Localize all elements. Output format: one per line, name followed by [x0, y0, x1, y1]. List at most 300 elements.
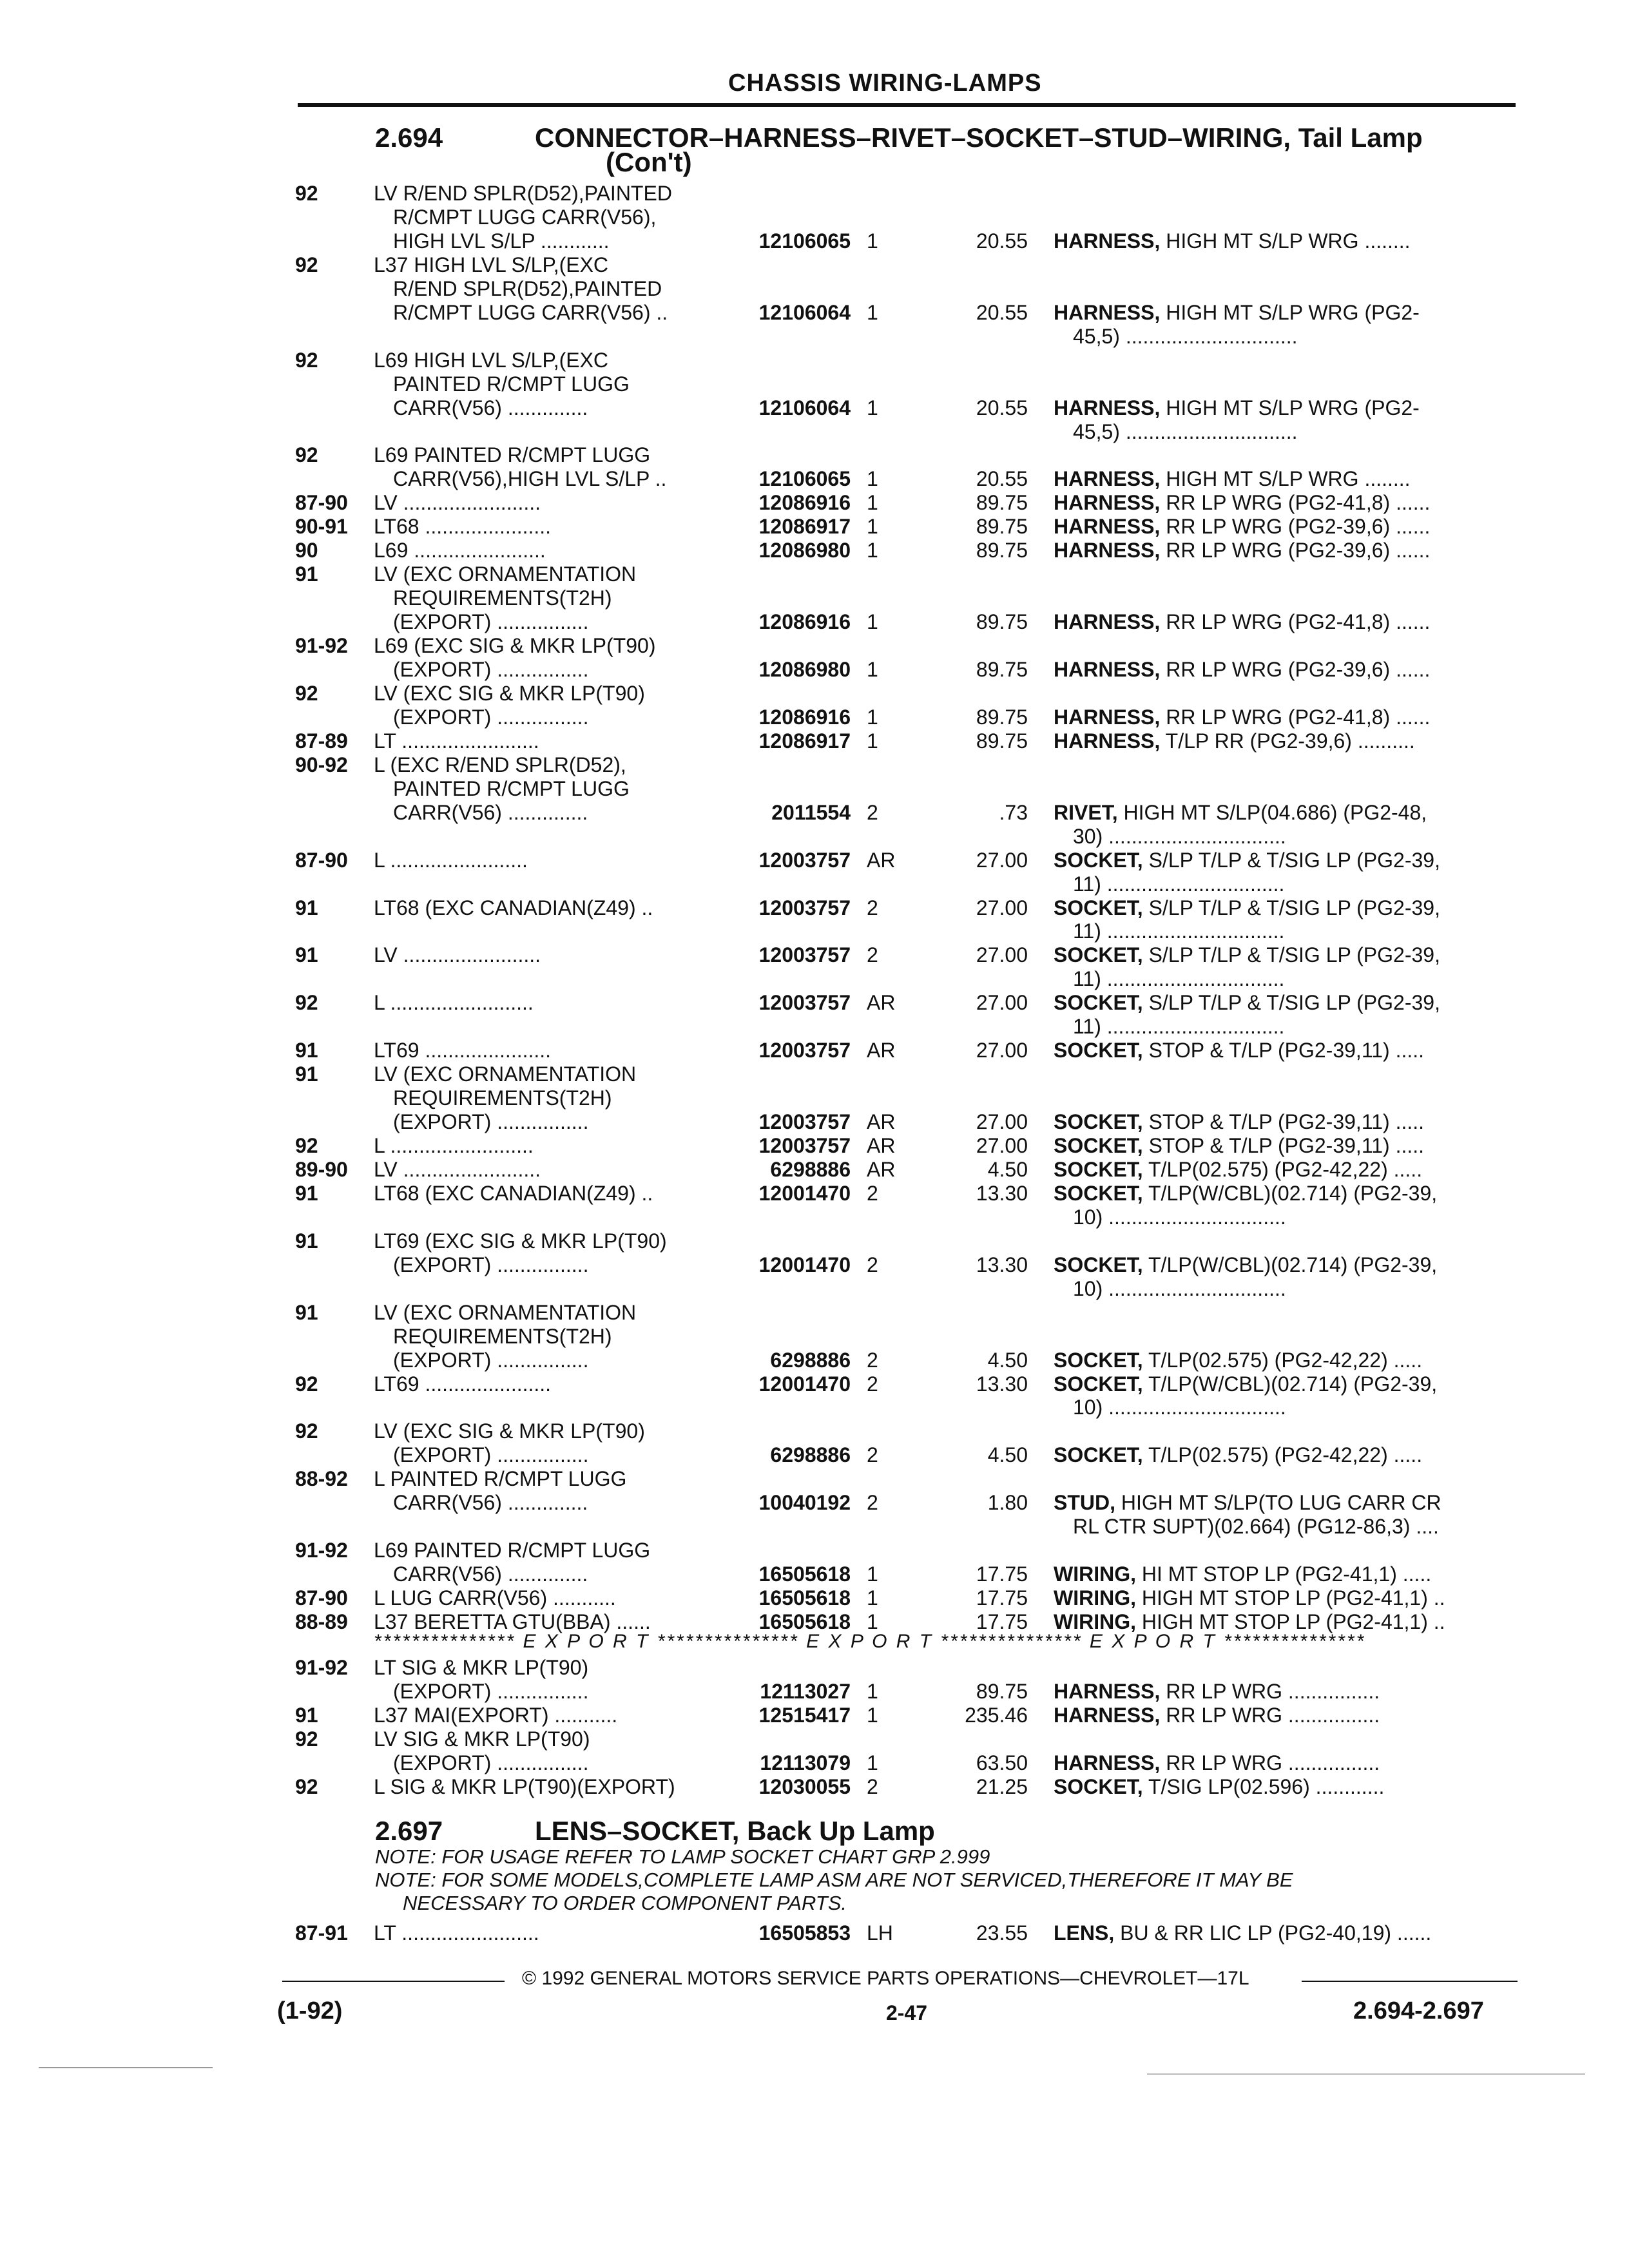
part-name-keyword: WIRING,: [1054, 1610, 1136, 1633]
table-row: [0, 515, 1629, 539]
usage-description: L .........................: [374, 1134, 534, 1157]
price: 23.55: [976, 1921, 1028, 1945]
usage-description: REQUIREMENTS(T2H): [393, 1086, 612, 1110]
part-number: 6298886: [770, 1443, 851, 1467]
price: 27.00: [976, 896, 1028, 919]
part-name: [1073, 1015, 1518, 1039]
part-number: 12001470: [758, 1372, 851, 1396]
usage-description: L LUG CARR(V56) ...........: [374, 1586, 616, 1610]
usage-description: L69 PAINTED R/CMPT LUGG: [374, 443, 651, 467]
usage-description: R/CMPT LUGG CARR(V56),: [393, 205, 657, 229]
price: 4.50: [987, 1348, 1028, 1372]
part-name-detail: RR LP WRG (PG2-39,6) ......: [1160, 515, 1431, 539]
part-name-detail: 11) ...............................: [1073, 872, 1285, 896]
table-row: [0, 562, 1629, 586]
model-year: 88-89: [295, 1610, 348, 1633]
table-row: [0, 1491, 1629, 1515]
model-year: 90: [295, 539, 318, 562]
part-name: [1054, 896, 1518, 920]
note-service-cont: NECESSARY TO ORDER COMPONENT PARTS.: [403, 1892, 847, 1914]
usage-description: L69 .......................: [374, 539, 546, 562]
usage-description: LV ........................: [374, 1157, 541, 1181]
part-name: [1054, 1182, 1518, 1206]
table-row: [0, 1372, 1629, 1396]
part-number: 12106064: [758, 396, 851, 419]
table-row: [0, 1562, 1629, 1586]
quantity: 1: [867, 1586, 878, 1610]
part-number: 12086916: [758, 610, 851, 634]
usage-description: L ........................: [374, 848, 528, 872]
part-name: [1054, 1349, 1518, 1372]
footer-rule-right: [1302, 1981, 1518, 1982]
part-name-detail: 10) ...............................: [1073, 1396, 1286, 1419]
table-row: [0, 253, 1629, 277]
quantity: AR: [867, 991, 896, 1015]
part-name-detail: T/LP(W/CBL)(02.714) (PG2-39,: [1142, 1181, 1438, 1205]
model-year: 91: [295, 896, 318, 919]
usage-description: (EXPORT) ................: [393, 1348, 589, 1372]
part-name-keyword: SOCKET,: [1054, 1134, 1143, 1157]
part-name-detail: S/LP T/LP & T/SIG LP (PG2-39,: [1142, 991, 1440, 1015]
part-name-keyword: SOCKET,: [1054, 896, 1143, 919]
part-name: [1054, 229, 1518, 253]
part-name-detail: T/LP(W/CBL)(02.714) (PG2-39,: [1142, 1253, 1438, 1276]
part-name: [1054, 801, 1518, 825]
usage-description: L69 (EXC SIG & MKR LP(T90): [374, 634, 656, 658]
part-name-keyword: SOCKET,: [1054, 848, 1143, 872]
usage-description: (EXPORT) ................: [393, 705, 589, 729]
quantity: 1: [867, 1751, 878, 1774]
part-name-detail: STOP & T/LP (PG2-39,11) .....: [1142, 1039, 1425, 1062]
part-name: [1054, 491, 1518, 515]
part-number: 12001470: [758, 1181, 851, 1205]
part-number: 12106064: [758, 300, 851, 324]
quantity: 2: [867, 1181, 878, 1205]
part-name: [1054, 539, 1518, 562]
price: 89.75: [976, 705, 1028, 729]
model-year: 88-92: [295, 1467, 348, 1491]
table-row: [0, 1206, 1629, 1229]
part-name-detail: STOP & T/LP (PG2-39,11) .....: [1142, 1110, 1425, 1134]
part-name: [1073, 1206, 1518, 1229]
price: 63.50: [976, 1751, 1028, 1774]
usage-description: CARR(V56) ..............: [393, 800, 588, 824]
table-row: [0, 1656, 1629, 1680]
price: 27.00: [976, 1134, 1028, 1157]
table-row: [0, 1680, 1629, 1704]
model-year: 92: [295, 681, 318, 705]
table-row: [0, 1751, 1629, 1775]
usage-description: LV (EXC SIG & MKR LP(T90): [374, 1419, 645, 1443]
model-year: 91: [295, 1039, 318, 1062]
price: 27.00: [976, 991, 1028, 1015]
model-year: 92: [295, 1134, 318, 1157]
table-row: [0, 1419, 1629, 1443]
model-year: 91: [295, 1704, 318, 1727]
part-number: 12003757: [758, 943, 851, 967]
quantity: 1: [867, 467, 878, 491]
table-row: [0, 1539, 1629, 1562]
part-name-keyword: HARNESS,: [1054, 515, 1161, 539]
part-name: [1054, 1921, 1518, 1945]
part-name: [1073, 872, 1518, 896]
part-name-keyword: HARNESS,: [1054, 396, 1161, 419]
part-name-keyword: SOCKET,: [1054, 1039, 1143, 1062]
part-name-detail: 30) ...............................: [1073, 824, 1286, 848]
table-row: [0, 182, 1629, 206]
usage-description: L .........................: [374, 991, 534, 1015]
table-row: [0, 491, 1629, 515]
table-row: [0, 610, 1629, 634]
usage-description: LT68 ......................: [374, 515, 552, 539]
quantity: 2: [867, 943, 878, 967]
scan-artifact-right: [1147, 2073, 1585, 2075]
price: 4.50: [987, 1157, 1028, 1181]
quantity: 1: [867, 1562, 878, 1586]
part-name-detail: HIGH MT S/LP WRG ........: [1160, 467, 1411, 491]
part-name-detail: RR LP WRG ................: [1160, 1680, 1380, 1703]
part-number: 12086916: [758, 705, 851, 729]
part-name-detail: 11) ...............................: [1073, 1015, 1285, 1039]
part-name-detail: HIGH MT S/LP WRG (PG2-: [1160, 396, 1420, 419]
table-row: [0, 1349, 1629, 1372]
quantity: 1: [867, 229, 878, 253]
part-name-keyword: STUD,: [1054, 1491, 1115, 1515]
part-name-detail: RL CTR SUPT)(02.664) (PG12-86,3) ....: [1073, 1515, 1439, 1539]
part-name: [1054, 1110, 1518, 1134]
part-name: [1054, 301, 1518, 325]
table-row: [0, 1229, 1629, 1253]
table-row: [0, 967, 1629, 991]
part-name: [1054, 1443, 1518, 1467]
table-row: [0, 1182, 1629, 1206]
section-title: CONNECTOR–HARNESS–RIVET–SOCKET–STUD–WIRING, Tail Lamp: [535, 122, 1423, 153]
part-number: 12086980: [758, 658, 851, 681]
revision-date: (1-92): [277, 1997, 343, 2024]
part-name-detail: 11) ...............................: [1073, 967, 1285, 991]
quantity: 1: [867, 515, 878, 539]
usage-description: (EXPORT) ................: [393, 1443, 589, 1467]
quantity: 1: [867, 658, 878, 681]
usage-description: (EXPORT) ................: [393, 1253, 589, 1276]
part-name-keyword: SOCKET,: [1054, 1443, 1143, 1467]
usage-description: CARR(V56) ..............: [393, 396, 588, 419]
table-row: [0, 443, 1629, 467]
price: 89.75: [976, 515, 1028, 539]
section-continued: (Con't): [606, 147, 692, 177]
table-row: [0, 777, 1629, 801]
footer-rule-left: [282, 1981, 505, 1982]
part-name-keyword: WIRING,: [1054, 1562, 1136, 1586]
price: 20.55: [976, 229, 1028, 253]
quantity: 2: [867, 1775, 878, 1798]
usage-description: L PAINTED R/CMPT LUGG: [374, 1467, 627, 1491]
part-name-detail: RR LP WRG ................: [1160, 1704, 1380, 1727]
part-name-detail: HIGH MT S/LP WRG (PG2-: [1160, 300, 1420, 324]
part-number: 16505853: [758, 1921, 851, 1945]
part-name-detail: 11) ...............................: [1073, 919, 1285, 943]
part-name-keyword: HARNESS,: [1054, 229, 1161, 253]
price: 89.75: [976, 539, 1028, 562]
part-name: [1073, 1396, 1518, 1419]
part-name-detail: T/LP(02.575) (PG2-42,22) .....: [1142, 1443, 1423, 1467]
price: 235.46: [965, 1704, 1028, 1727]
table-row: [0, 658, 1629, 682]
part-name-keyword: HARNESS,: [1054, 539, 1161, 562]
part-name-keyword: HARNESS,: [1054, 705, 1161, 729]
table-row: [0, 372, 1629, 396]
part-name-detail: BU & RR LIC LP (PG2-40,19) ......: [1114, 1921, 1432, 1945]
part-name: [1054, 943, 1518, 967]
table-row: [0, 1396, 1629, 1419]
part-number: 2011554: [771, 800, 851, 824]
table-row: [0, 753, 1629, 777]
part-number: 6298886: [770, 1348, 851, 1372]
usage-description: (EXPORT) ................: [393, 1751, 589, 1774]
usage-description: R/END SPLR(D52),PAINTED: [393, 276, 662, 300]
part-number: 12003757: [758, 1110, 851, 1134]
usage-description: L69 HIGH LVL S/LP,(EXC: [374, 348, 609, 372]
price: 13.30: [976, 1372, 1028, 1396]
part-name-detail: 45,5) ..............................: [1073, 324, 1298, 348]
note-usage: NOTE: FOR USAGE REFER TO LAMP SOCKET CHART GRP 2.999: [375, 1845, 990, 1868]
usage-description: (EXPORT) ................: [393, 658, 589, 681]
part-number: 12086916: [758, 491, 851, 515]
model-year: 92: [295, 348, 318, 372]
part-name-keyword: SOCKET,: [1054, 1775, 1143, 1798]
table-row: [0, 1921, 1629, 1945]
part-name: [1054, 706, 1518, 729]
part-name-detail: RR LP WRG (PG2-41,8) ......: [1160, 610, 1431, 634]
part-name: [1054, 1586, 1518, 1610]
part-number: 12030055: [758, 1775, 851, 1798]
part-name-keyword: SOCKET,: [1054, 991, 1143, 1015]
export-banner: *************** E X P O R T *************** E X P O R T *************** E X P O R T ***************: [374, 1631, 1366, 1652]
usage-description: PAINTED R/CMPT LUGG: [393, 372, 630, 396]
table-row: [0, 539, 1629, 562]
part-number: 16505618: [758, 1562, 851, 1586]
price: 21.25: [976, 1775, 1028, 1798]
model-year: 91: [295, 1300, 318, 1324]
part-name-keyword: SOCKET,: [1054, 943, 1143, 967]
usage-description: LV SIG & MKR LP(T90): [374, 1727, 590, 1751]
usage-description: HIGH LVL S/LP ............: [393, 229, 610, 253]
part-number: 12003757: [758, 848, 851, 872]
part-name-detail: S/LP T/LP & T/SIG LP (PG2-39,: [1142, 848, 1440, 872]
quantity: AR: [867, 848, 896, 872]
table-row: [0, 1586, 1629, 1610]
part-number: 12086917: [758, 729, 851, 753]
price: 20.55: [976, 300, 1028, 324]
model-year: 92: [295, 443, 318, 467]
price: 89.75: [976, 729, 1028, 753]
part-name-detail: T/LP(02.575) (PG2-42,22) .....: [1142, 1157, 1423, 1181]
table-row: [0, 729, 1629, 753]
part-number: 12113079: [760, 1751, 851, 1774]
part-name: [1054, 1775, 1518, 1799]
quantity: 1: [867, 300, 878, 324]
usage-description: (EXPORT) ................: [393, 610, 589, 634]
part-name: [1054, 1158, 1518, 1182]
part-number: 12001470: [758, 1253, 851, 1276]
quantity: 1: [867, 705, 878, 729]
table-row: [0, 349, 1629, 372]
note-service: NOTE: FOR SOME MODELS,COMPLETE LAMP ASM ARE NOT SERVICED,THEREFORE IT MAY BE: [375, 1869, 1293, 1891]
model-year: 90-91: [295, 515, 348, 539]
part-name-detail: RR LP WRG (PG2-41,8) ......: [1160, 705, 1431, 729]
model-year: 91: [295, 562, 318, 586]
section-title-2: LENS–SOCKET, Back Up Lamp: [535, 1816, 935, 1846]
quantity: 2: [867, 1348, 878, 1372]
usage-description: CARR(V56),HIGH LVL S/LP ..: [393, 467, 667, 491]
price: 89.75: [976, 610, 1028, 634]
model-year: 87-90: [295, 1586, 348, 1610]
table-row: [0, 872, 1629, 896]
part-name-keyword: SOCKET,: [1054, 1348, 1143, 1372]
part-name: [1054, 1680, 1518, 1704]
table-row: [0, 420, 1629, 444]
quantity: 1: [867, 1704, 878, 1727]
price: 1.80: [987, 1491, 1028, 1515]
table-row: [0, 825, 1629, 849]
quantity: 1: [867, 729, 878, 753]
table-row: [0, 1039, 1629, 1062]
part-name-detail: STOP & T/LP (PG2-39,11) .....: [1142, 1134, 1425, 1157]
price: 27.00: [976, 1110, 1028, 1134]
part-name-keyword: HARNESS,: [1054, 300, 1161, 324]
section-range: 2.694-2.697: [1353, 1997, 1484, 2024]
part-name-keyword: HARNESS,: [1054, 729, 1161, 753]
part-name-keyword: SOCKET,: [1054, 1110, 1143, 1134]
model-year: 90-92: [295, 753, 348, 776]
table-row: [0, 586, 1629, 610]
part-name-detail: 45,5) ..............................: [1073, 419, 1298, 443]
part-name-keyword: SOCKET,: [1054, 1253, 1143, 1276]
model-year: 91-92: [295, 1539, 348, 1562]
part-name: [1054, 1372, 1518, 1396]
part-name: [1054, 1039, 1518, 1062]
part-name: [1073, 1515, 1518, 1539]
table-row: [0, 1515, 1629, 1539]
table-row: [0, 325, 1629, 349]
usage-description: L37 BERETTA GTU(BBA) ......: [374, 1610, 651, 1633]
part-name-keyword: HARNESS,: [1054, 658, 1161, 681]
model-year: 87-90: [295, 491, 348, 515]
table-row: [0, 1086, 1629, 1110]
part-name-detail: HIGH MT STOP LP (PG2-41,1) ..: [1135, 1586, 1445, 1610]
table-row: [0, 634, 1629, 658]
part-number: 12106065: [758, 229, 851, 253]
usage-description: LV R/END SPLR(D52),PAINTED: [374, 182, 672, 205]
model-year: 92: [295, 253, 318, 276]
usage-description: PAINTED R/CMPT LUGG: [393, 776, 630, 800]
model-year: 91: [295, 1229, 318, 1253]
table-row: [0, 467, 1629, 491]
usage-description: LT ........................: [374, 729, 539, 753]
usage-description: L37 MAI(EXPORT) ...........: [374, 1704, 618, 1727]
model-year: 89-90: [295, 1157, 348, 1181]
table-row: [0, 943, 1629, 967]
part-number: 6298886: [770, 1157, 851, 1181]
part-name-detail: T/LP RR (PG2-39,6) ..........: [1160, 729, 1415, 753]
part-name: [1054, 729, 1518, 753]
quantity: LH: [867, 1921, 893, 1945]
usage-description: L37 HIGH LVL S/LP,(EXC: [374, 253, 609, 276]
part-name-detail: HIGH MT S/LP(TO LUG CARR CR: [1115, 1491, 1441, 1515]
part-name: [1054, 1491, 1518, 1515]
table-row: [0, 206, 1629, 229]
part-name: [1073, 825, 1518, 849]
table-row: [0, 277, 1629, 301]
table-row: [0, 1704, 1629, 1727]
table-row: [0, 896, 1629, 920]
model-year: 87-89: [295, 729, 348, 753]
table-row: [0, 1110, 1629, 1134]
part-name: [1054, 658, 1518, 682]
part-name: [1054, 610, 1518, 634]
quantity: 1: [867, 1610, 878, 1633]
usage-description: LT69 (EXC SIG & MKR LP(T90): [374, 1229, 667, 1253]
usage-description: L SIG & MKR LP(T90)(EXPORT): [374, 1775, 675, 1798]
usage-description: REQUIREMENTS(T2H): [393, 1324, 612, 1348]
part-name-detail: HIGH MT S/LP WRG ........: [1160, 229, 1411, 253]
part-number: 16505618: [758, 1610, 851, 1633]
part-name-detail: 10) ...............................: [1073, 1276, 1286, 1300]
price: 27.00: [976, 943, 1028, 967]
copyright-text: © 1992 GENERAL MOTORS SERVICE PARTS OPERATIONS—CHEVROLET—17L: [522, 1968, 1249, 1989]
model-year: 91-92: [295, 634, 348, 658]
scan-artifact-left: [39, 2067, 213, 2068]
usage-description: LT68 (EXC CANADIAN(Z49) ..: [374, 896, 653, 919]
price: 89.75: [976, 1680, 1028, 1703]
usage-description: (EXPORT) ................: [393, 1110, 589, 1134]
table-row: [0, 919, 1629, 943]
price: 13.30: [976, 1181, 1028, 1205]
usage-description: CARR(V56) ..............: [393, 1491, 588, 1515]
part-number: 12003757: [758, 1134, 851, 1157]
quantity: AR: [867, 1110, 896, 1134]
quantity: 1: [867, 1680, 878, 1703]
usage-description: L (EXC R/END SPLR(D52),: [374, 753, 626, 776]
part-number: 12106065: [758, 467, 851, 491]
part-name-detail: RR LP WRG (PG2-39,6) ......: [1160, 658, 1431, 681]
quantity: AR: [867, 1134, 896, 1157]
table-row: [0, 1134, 1629, 1158]
part-name-keyword: SOCKET,: [1054, 1181, 1143, 1205]
usage-description: LV (EXC ORNAMENTATION: [374, 1062, 637, 1086]
quantity: 2: [867, 1372, 878, 1396]
usage-description: (EXPORT) ................: [393, 1680, 589, 1703]
part-name-keyword: HARNESS,: [1054, 1680, 1161, 1703]
part-name-keyword: HARNESS,: [1054, 1751, 1161, 1774]
part-name-detail: T/LP(02.575) (PG2-42,22) .....: [1142, 1348, 1423, 1372]
part-name: [1054, 1751, 1518, 1775]
part-number: 12003757: [758, 1039, 851, 1062]
part-name: [1073, 919, 1518, 943]
part-number: 12113027: [760, 1680, 851, 1703]
price: 17.75: [976, 1562, 1028, 1586]
part-name-keyword: HARNESS,: [1054, 610, 1161, 634]
quantity: 2: [867, 1443, 878, 1467]
quantity: 2: [867, 1253, 878, 1276]
part-name: [1054, 1562, 1518, 1586]
part-name-keyword: LENS,: [1054, 1921, 1115, 1945]
part-name-keyword: HARNESS,: [1054, 1704, 1161, 1727]
quantity: 1: [867, 610, 878, 634]
usage-description: LV (EXC SIG & MKR LP(T90): [374, 681, 645, 705]
price: 17.75: [976, 1610, 1028, 1633]
table-row: [0, 301, 1629, 325]
